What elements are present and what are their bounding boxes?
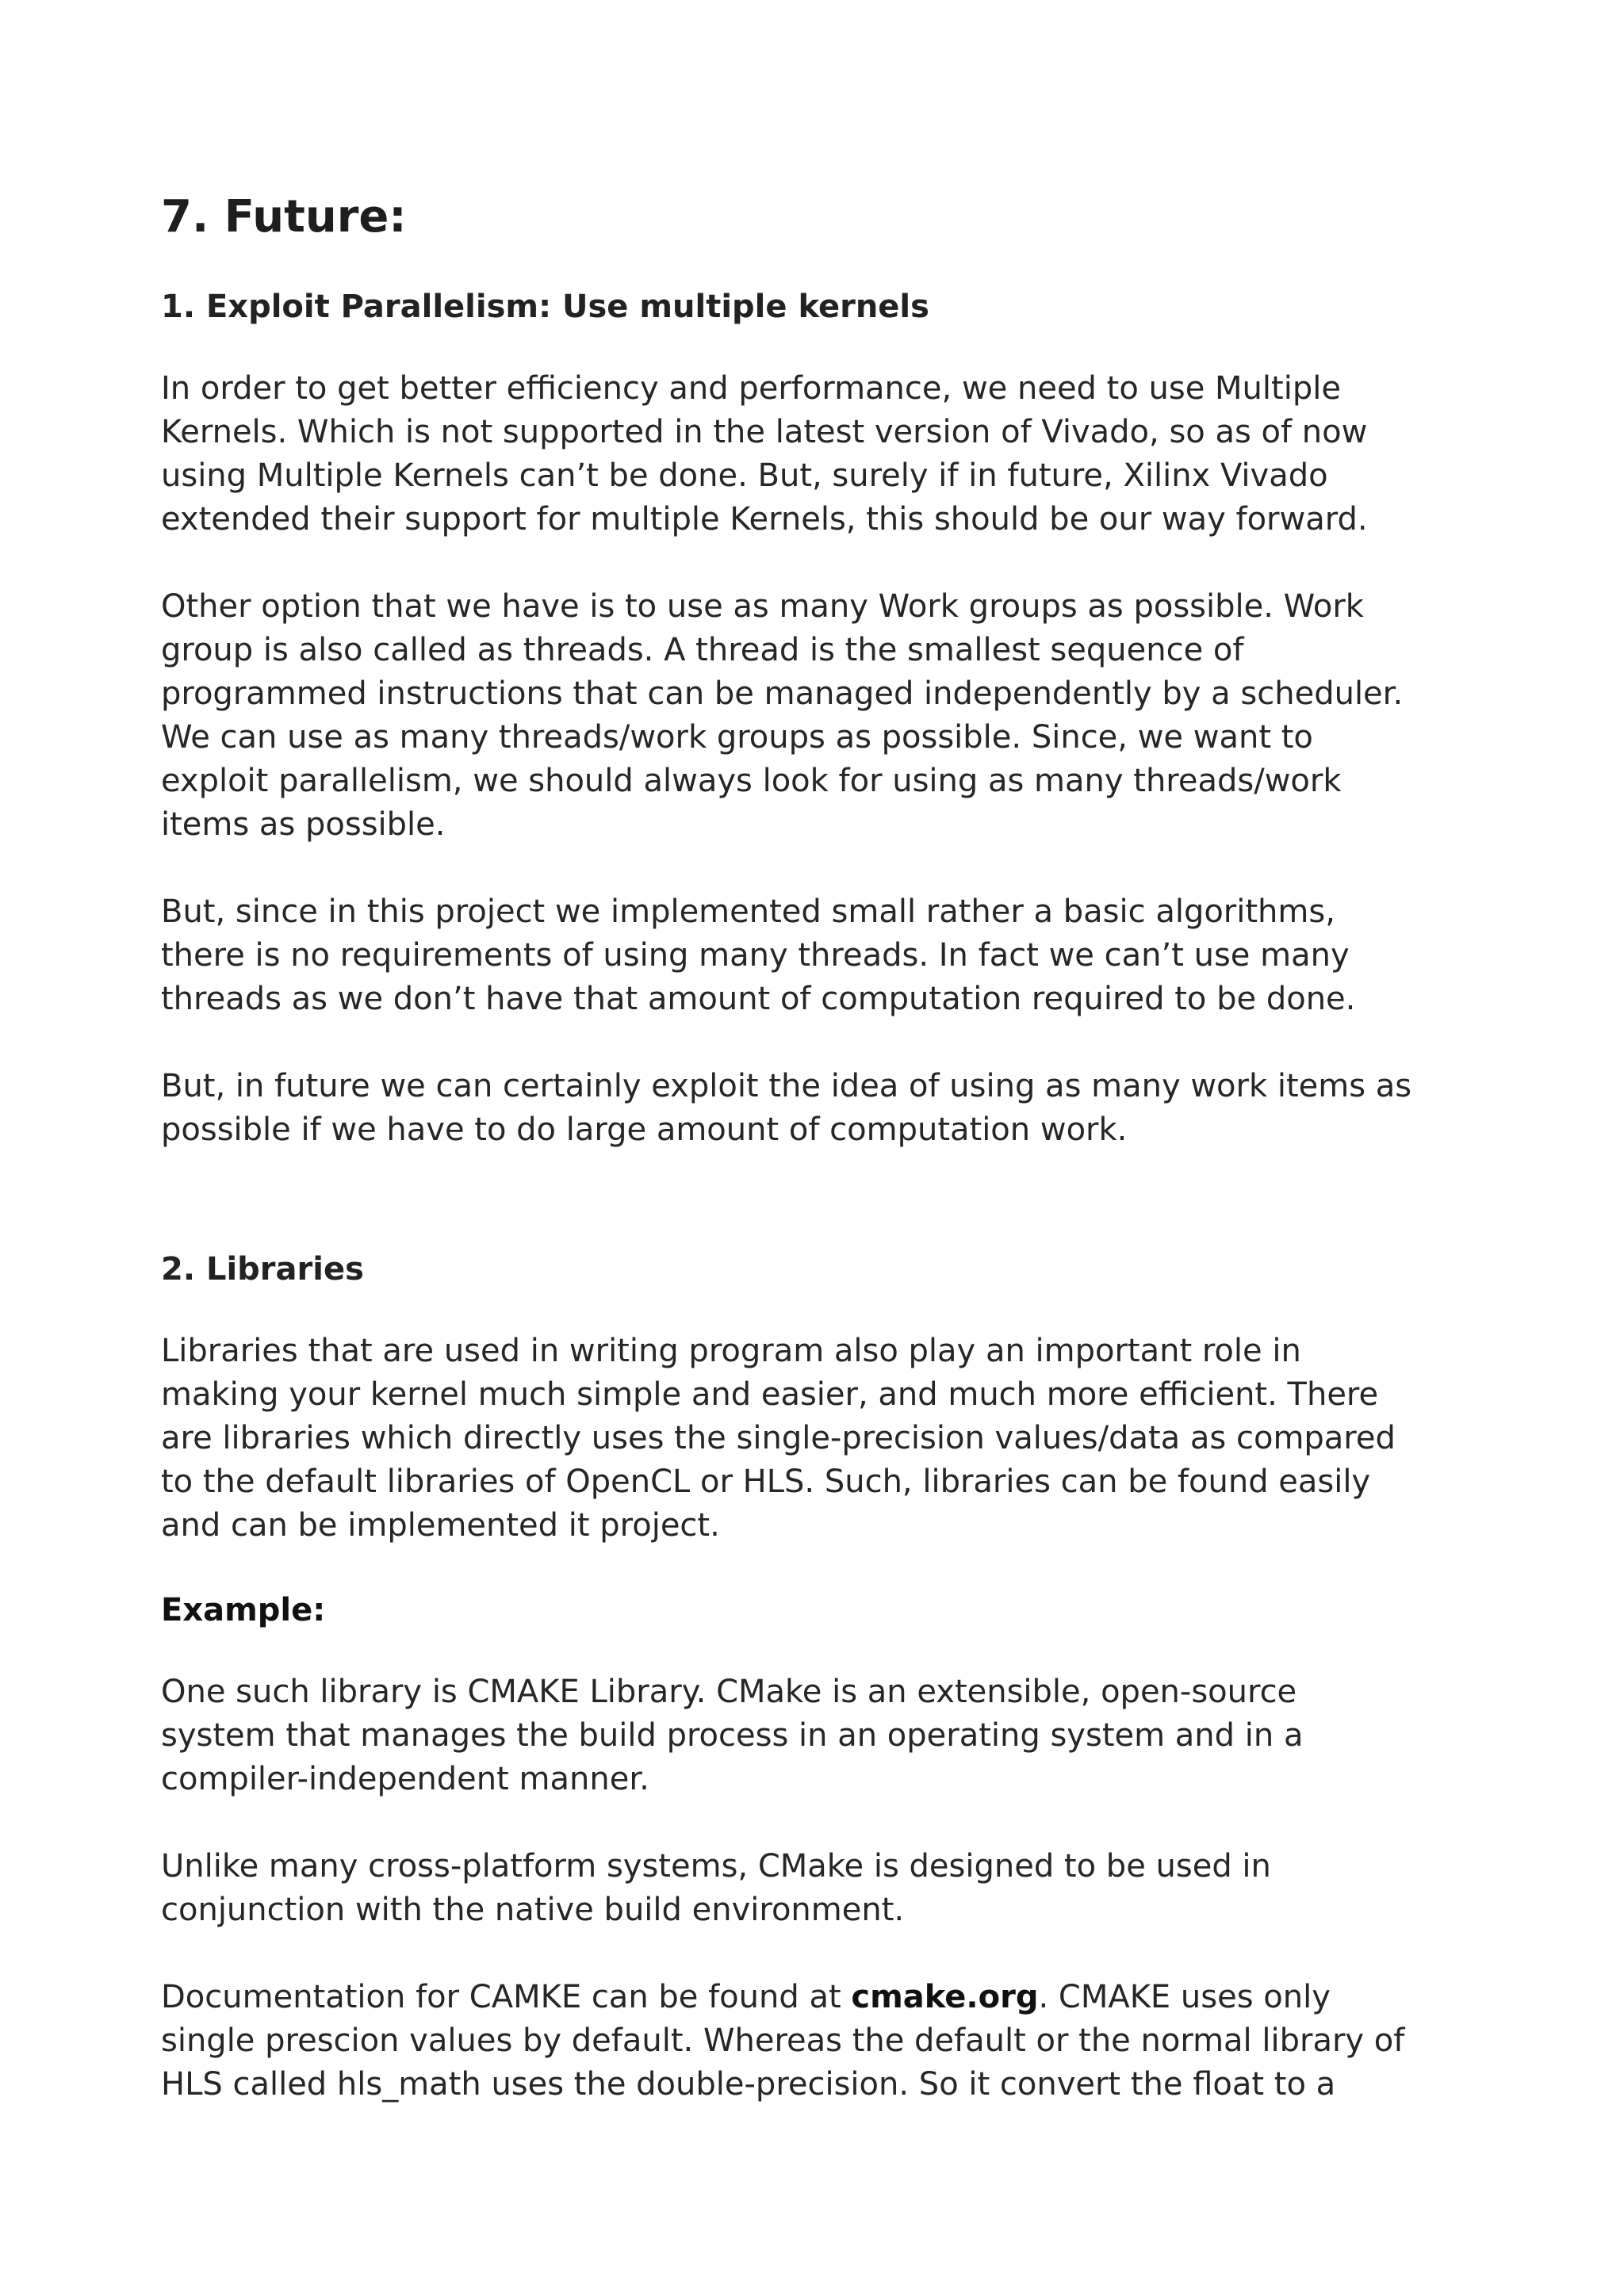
text-line: items as possible.: [161, 806, 446, 844]
text-line: We can use as many threads/work groups as possible. Since, we want to: [161, 719, 1313, 756]
text-line: Other option that we have is to use as many Work groups as possible. Work: [161, 588, 1364, 626]
text-line: there is no requirements of using many threads. In fact we can’t use many: [161, 937, 1350, 974]
paragraph-documentation: [161, 1976, 1477, 2107]
text-line: Libraries that are used in writing program also play an important role in: [161, 1333, 1301, 1370]
page-title: 7. Future:: [161, 191, 407, 243]
paragraph-work-groups: [161, 585, 1477, 847]
text-line: [161, 1976, 1477, 2019]
text-line: conjunction with the native build environment.: [161, 1892, 905, 1929]
text-line: extended their support for multiple Kernels, this should be our way forward.: [161, 501, 1368, 538]
paragraph-basic-algorithms: [161, 890, 1477, 1021]
text-line: HLS called hls_math uses the double-precision. So it convert the float to a: [161, 2066, 1336, 2103]
text-line: possible if we have to do large amount of computation work.: [161, 1112, 1128, 1149]
text-line: compiler-independent manner.: [161, 1761, 649, 1798]
document-page: [161, 190, 1477, 2150]
text-line: Unlike many cross-platform systems, CMake is designed to be used in: [161, 1848, 1271, 1885]
text-line: One such library is CMAKE Library. CMake is an extensible, open-source: [161, 1674, 1297, 1711]
text-line: making your kernel much simple and easier, and much more efficient. There: [161, 1376, 1379, 1414]
text-line: In order to get better efficiency and performance, we need to use Multiple: [161, 370, 1341, 408]
text-line: and can be implemented it project.: [161, 1507, 720, 1544]
cmake-org-reference: cmake.org: [851, 1979, 1039, 2016]
paragraph-cmake-library: [161, 1670, 1477, 1801]
text-fragment: Documentation for CAMKE can be found at: [161, 1979, 852, 2016]
section-heading-parallelism: 1. Exploit Parallelism: Use multiple kernels: [161, 289, 929, 326]
text-fragment: . CMAKE uses only: [1038, 1979, 1331, 2016]
text-line: Kernels. Which is not supported in the latest version of Vivado, so as of now: [161, 414, 1368, 451]
text-line: group is also called as threads. A thread is the smallest sequence of: [161, 632, 1244, 669]
text-line: using Multiple Kernels can’t be done. But, surely if in future, Xilinx Vivado: [161, 457, 1328, 495]
paragraph-cross-platform: [161, 1845, 1477, 1932]
text-line: programmed instructions that can be managed independently by a scheduler.: [161, 675, 1404, 713]
text-line: single prescion values by default. Whereas the default or the normal library of: [161, 2022, 1405, 2060]
text-line: threads as we don’t have that amount of computation required to be done.: [161, 981, 1356, 1018]
paragraph-libraries: [161, 1330, 1477, 1548]
text-line: exploit parallelism, we should always look for using as many threads/work: [161, 763, 1342, 800]
text-line: to the default libraries of OpenCL or HLS. Such, libraries can be found easily: [161, 1464, 1371, 1501]
text-line: system that manages the build process in an operating system and in a: [161, 1717, 1304, 1755]
example-label: Example:: [161, 1592, 326, 1629]
text-line: But, since in this project we implemented small rather a basic algorithms,: [161, 894, 1335, 931]
text-line: But, in future we can certainly exploit the idea of using as many work items as: [161, 1068, 1412, 1105]
section-heading-libraries: 2. Libraries: [161, 1251, 364, 1288]
paragraph-multiple-kernels: [161, 367, 1477, 541]
text-line: are libraries which directly uses the single-precision values/data as compared: [161, 1420, 1396, 1457]
paragraph-future-work-items: [161, 1065, 1477, 1152]
